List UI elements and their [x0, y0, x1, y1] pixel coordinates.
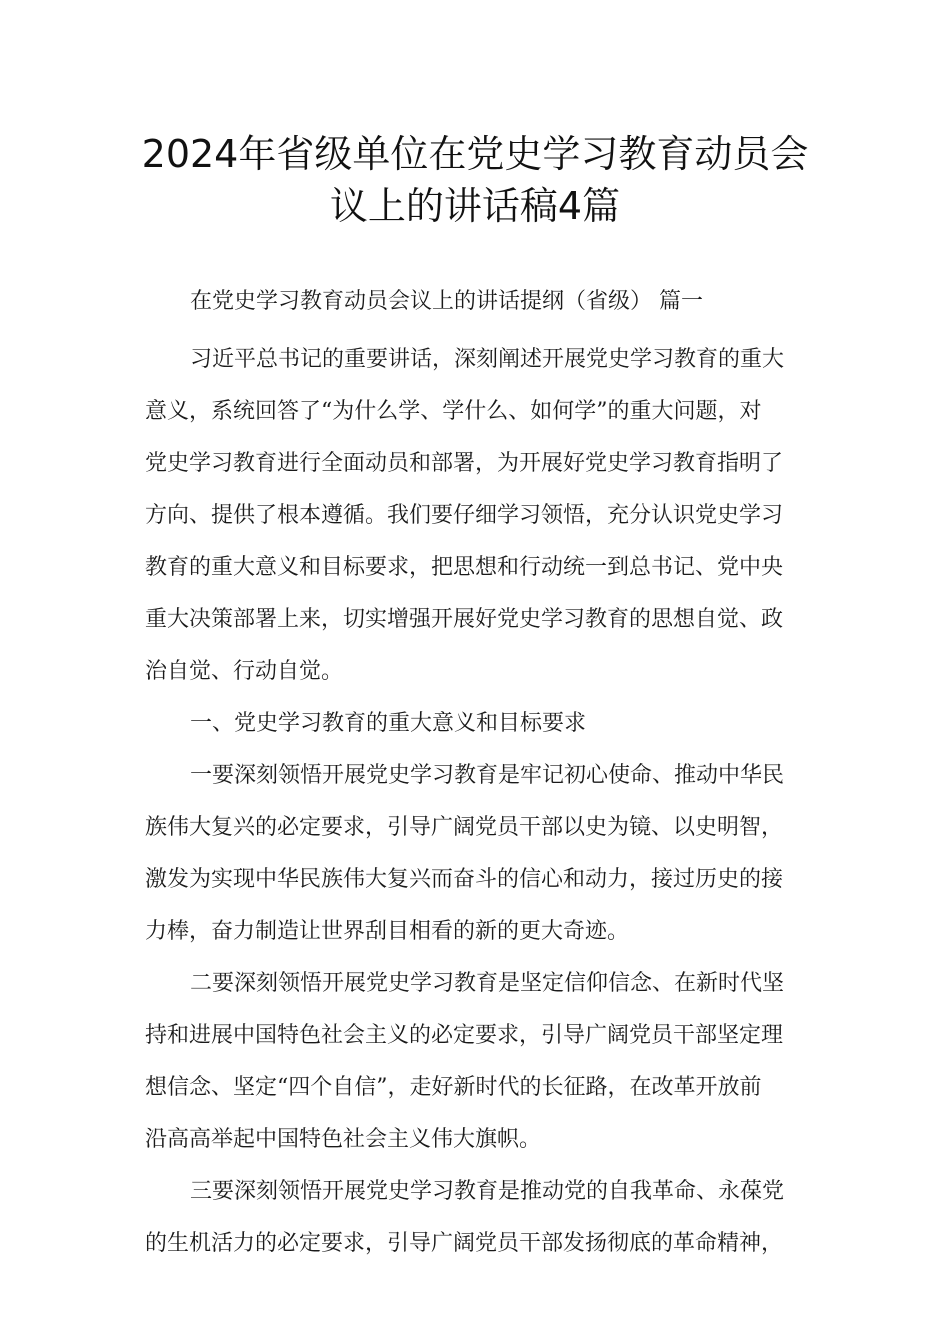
section-heading-1 [145, 698, 815, 750]
paragraph-line: 重大决策部署上来，切实增强开展好党史学习教育的思想自觉、政 [145, 607, 784, 632]
document-title [120, 128, 830, 232]
paragraph-line: 持和进展中国特色社会主义的必定要求，引导广阔党员干部坚定理 [145, 1023, 784, 1048]
paragraph-line: 治自觉、行动自觉。 [145, 659, 344, 684]
paragraph-line: 沿高高举起中国特色社会主义伟大旗帜。 [145, 1127, 542, 1152]
title-line-2: 议上的讲话稿4篇 [329, 184, 621, 228]
paragraph-line: 教育的重大意义和目标要求，把思想和行动统一到总书记、党中央 [145, 555, 784, 580]
paragraph-point-3 [145, 1166, 815, 1270]
paragraph-point-1 [145, 750, 815, 958]
paragraph-intro [145, 334, 815, 698]
paragraph-line: 一要深刻领悟开展党史学习教育是牢记初心使命、推动中华民 [190, 763, 785, 788]
section-subtitle: 在党史学习教育动员会议上的讲话提纲（省级） 篇一 [190, 289, 703, 314]
heading-line: 一、党史学习教育的重大意义和目标要求 [190, 711, 587, 736]
paragraph-line: 三要深刻领悟开展党史学习教育是推动党的自我革命、永葆党 [190, 1179, 785, 1204]
paragraph-line: 二要深刻领悟开展党史学习教育是坚定信仰信念、在新时代坚 [190, 971, 785, 996]
title-line-1: 2024年省级单位在党史学习教育动员会 [141, 132, 809, 176]
paragraph-line: 力棒，奋力制造让世界刮目相看的新的更大奇迹。 [145, 919, 630, 944]
paragraph-line: 想信念、坚定“四个自信”，走好新时代的长征路，在改革开放前 [145, 1075, 762, 1100]
paragraph-line: 激发为实现中华民族伟大复兴而奋斗的信心和动力，接过历史的接 [145, 867, 784, 892]
paragraph-point-2 [145, 958, 815, 1166]
paragraph-line: 党史学习教育进行全面动员和部署，为开展好党史学习教育指明了 [145, 451, 784, 476]
paragraph-line: 意义，系统回答了“为什么学、学什么、如何学”的重大问题，对 [145, 399, 762, 424]
paragraph-line: 方向、提供了根本遵循。我们要仔细学习领悟，充分认识党史学习 [145, 503, 784, 528]
document-body [145, 282, 815, 1270]
paragraph-line: 族伟大复兴的必定要求，引导广阔党员干部以史为镜、以史明智， [145, 815, 784, 840]
paragraph-line: 习近平总书记的重要讲话，深刻阐述开展党史学习教育的重大 [190, 347, 785, 372]
paragraph-line: 的生机活力的必定要求，引导广阔党员干部发扬彻底的革命精神， [145, 1231, 784, 1256]
